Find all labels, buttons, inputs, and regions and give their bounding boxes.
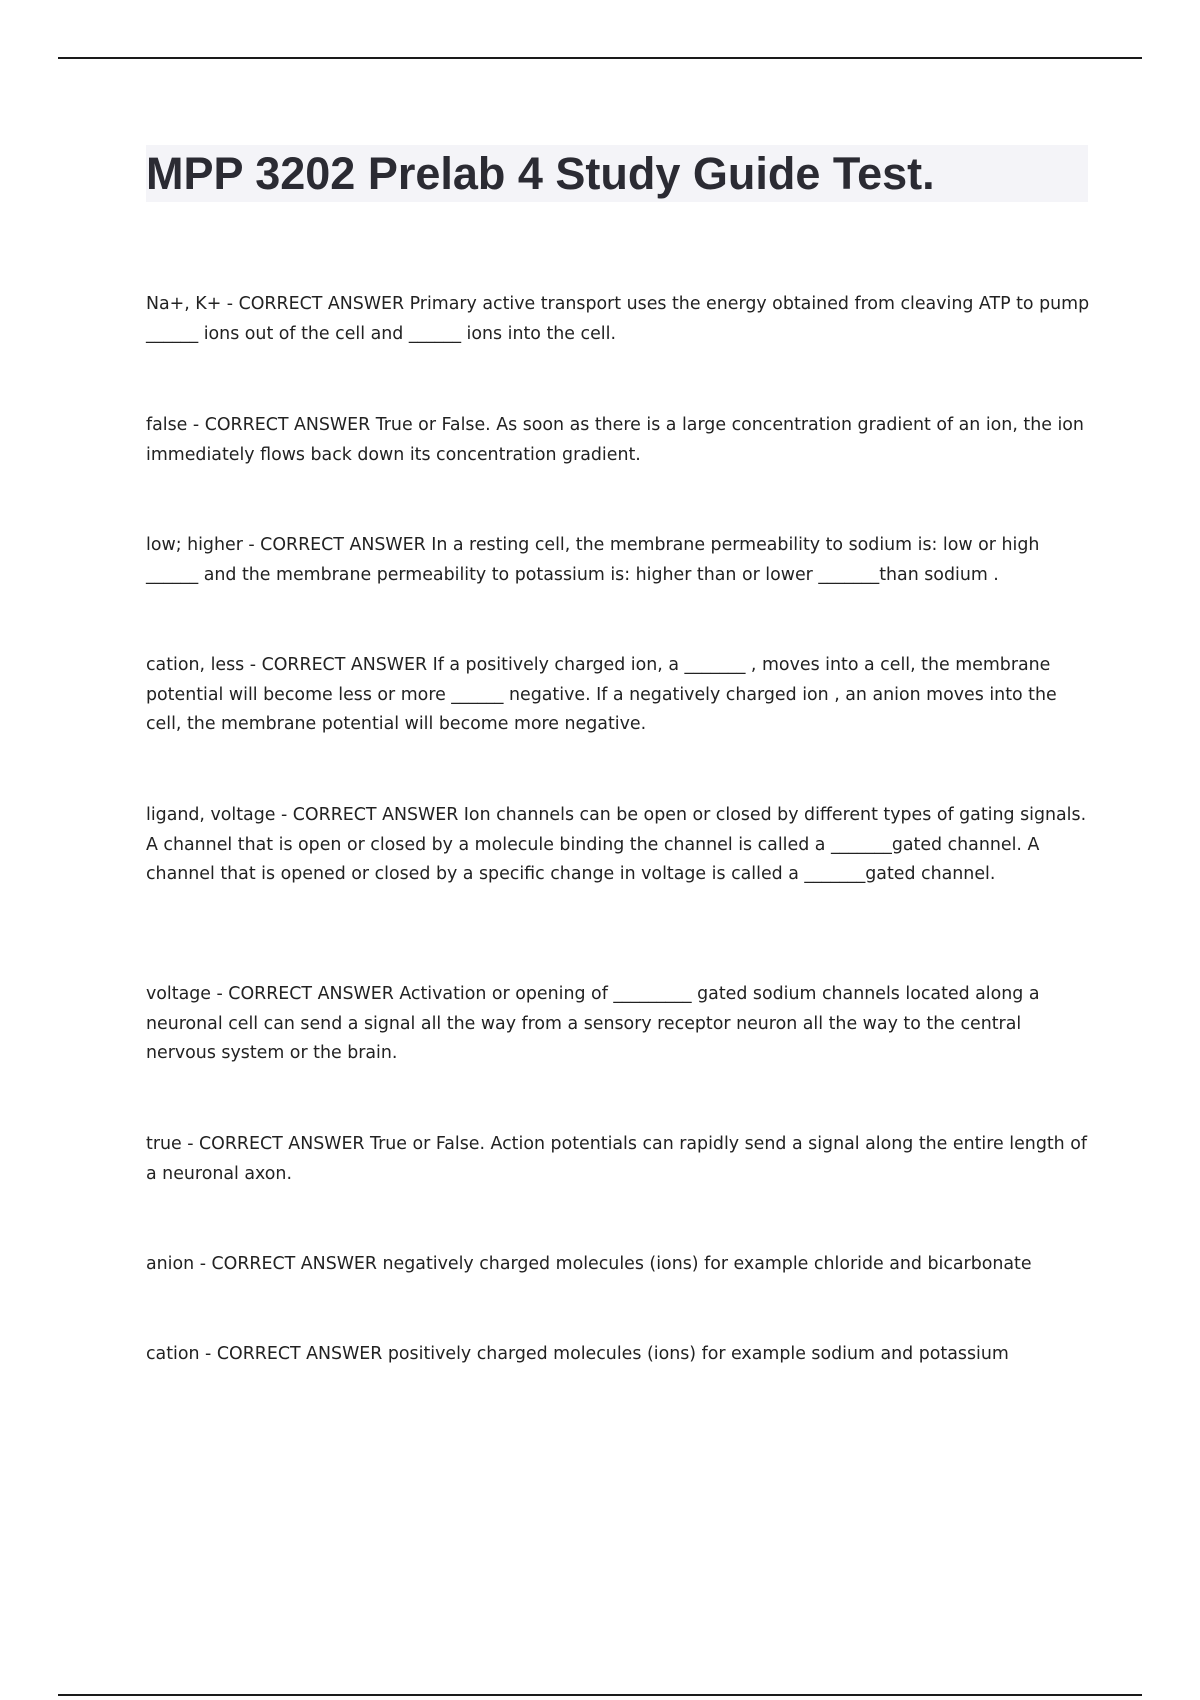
bottom-rule <box>58 1694 1142 1696</box>
qa-item-1: Na+, K+ - CORRECT ANSWER Primary active transport uses the energy obtained from cleaving ATP to pump ______ ions out of the cell and ______ ions into the cell. <box>146 294 1090 344</box>
qa-item-5: ligand, voltage - CORRECT ANSWER Ion channels can be open or closed by different types of gating signals. A channel that is open or closed by a molecule binding the channel is called a _______gated channel. A channel that is opened or closed by a specific change in voltage is called a _______gated channel. <box>146 805 1087 884</box>
qa-item-4: cation, less - CORRECT ANSWER If a positively charged ion, a _______ , moves into a cell, the membrane potential will become less or more ______ negative. If a negatively charged ion , an anion moves into the cell, the membrane potential will become more negative. <box>146 655 1057 734</box>
qa-item-3: low; higher - CORRECT ANSWER In a resting cell, the membrane permeability to sodium is: low or high ______ and the membrane permeability to potassium is: higher than or lower _______than sodium . <box>146 535 1040 585</box>
qa-item-8: anion - CORRECT ANSWER negatively charged molecules (ions) for example chloride and bicarbonate <box>146 1254 1032 1274</box>
qa-item-2: false - CORRECT ANSWER True or False. As soon as there is a large concentration gradient of an ion, the ion immediately flows back down its concentration gradient. <box>146 415 1084 465</box>
document-title: MPP 3202 Prelab 4 Study Guide Test. <box>146 148 935 199</box>
qa-item-9: cation - CORRECT ANSWER positively charged molecules (ions) for example sodium and potassium <box>146 1344 1009 1364</box>
qa-item-7: true - CORRECT ANSWER True or False. Action potentials can rapidly send a signal along the entire length of a neuronal axon. <box>146 1134 1087 1184</box>
qa-item-6: voltage - CORRECT ANSWER Activation or opening of _________ gated sodium channels located along a neuronal cell can send a signal all the way from a sensory receptor neuron all the way to the central nervous system or the brain. <box>146 984 1040 1063</box>
top-rule <box>58 57 1142 59</box>
